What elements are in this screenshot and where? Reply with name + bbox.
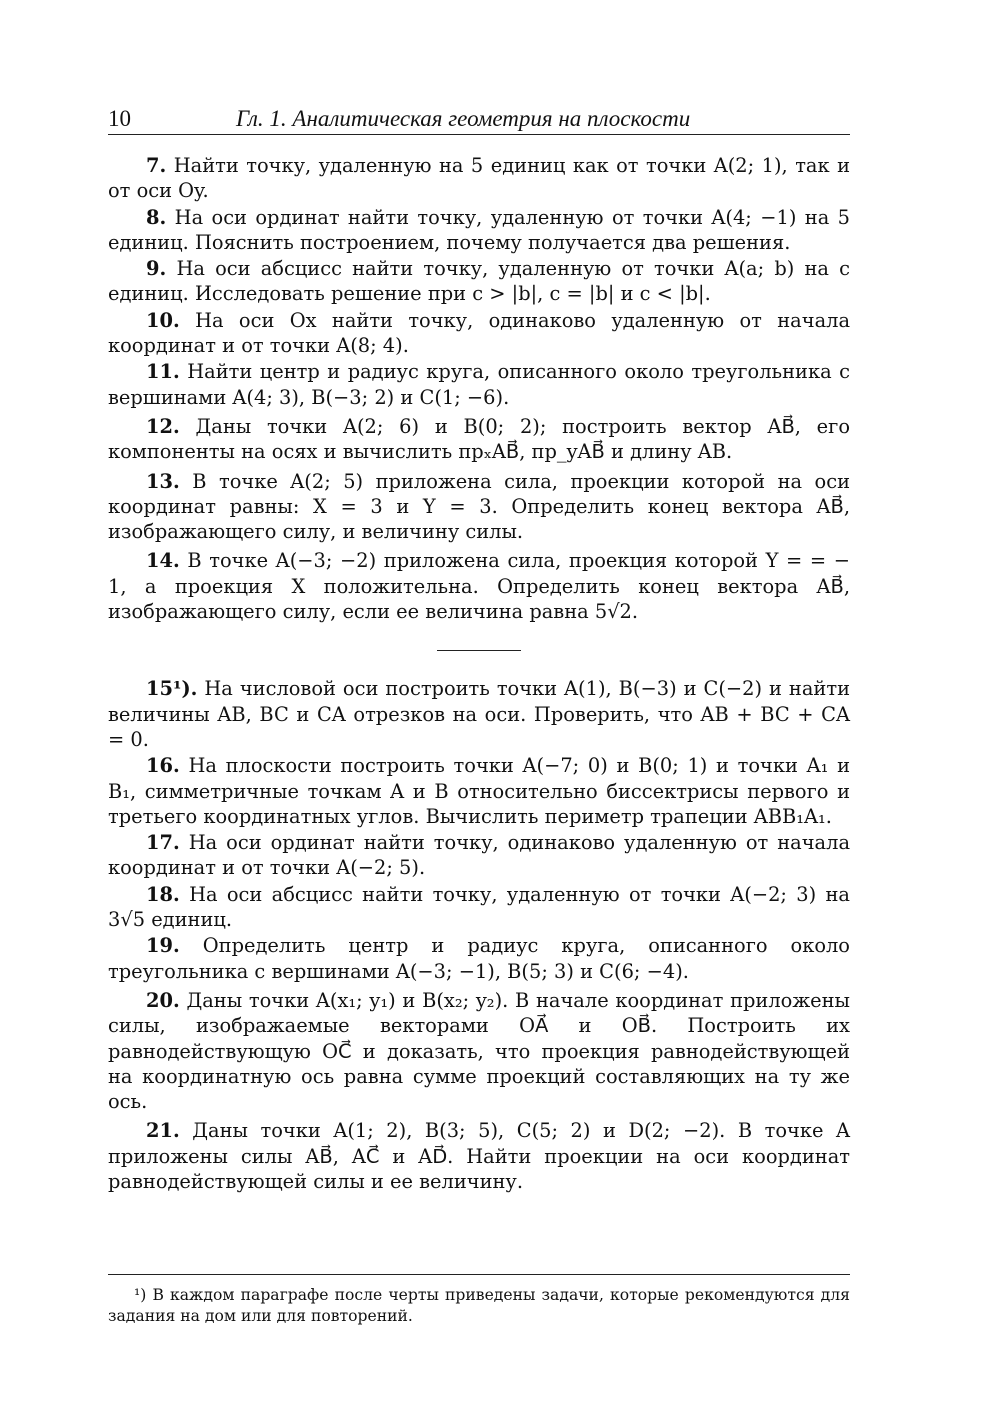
problem-text: На оси ординат найти точку, одинаково удаленную от начала координат и от точки A(−2; 5). — [108, 831, 850, 880]
footnote — [108, 1274, 850, 1327]
problem-text: На оси абсцисс найти точку, удаленную от точки A(−2; 3) на 3√5 единиц. — [108, 882, 850, 932]
problem-number: 9. — [146, 257, 167, 281]
problem-number: 20. — [146, 988, 180, 1012]
problem-text: Определить центр и радиус круга, описанного около треугольника с вершинами A(−3; −1), B(5; 3) и C(6; −4). — [108, 934, 850, 983]
problem-number: 19. — [146, 934, 180, 958]
problem-text: На плоскости построить точки A(−7; 0) и B(0; 1) и точки A₁ и B₁, симметричные точкам A и B относительно биссектрисы первого и третьего координатных углов. Вычислить периметр трапеции ABB₁A₁. — [108, 754, 851, 828]
problem-13 — [108, 469, 850, 545]
page-number: 10 — [108, 106, 131, 131]
problem-17 — [108, 830, 850, 881]
problem-text: Даны точки A(2; 6) и B(0; 2); построить вектор AB⃗, его компоненты на осях и вычислить прₓAB⃗, пр_yAB⃗ и длину AB. — [108, 414, 850, 464]
problem-10 — [108, 308, 850, 359]
problem-14 — [108, 548, 850, 624]
problem-text: Найти центр и радиус круга, описанного около треугольника с вершинами A(4; 3), B(−3; 2) и C(1; −6). — [108, 360, 850, 409]
problem-number: 13. — [146, 469, 180, 493]
problem-number: 7. — [146, 154, 167, 177]
problems-block — [108, 153, 850, 1195]
problem-number: 15¹). — [146, 677, 198, 701]
problem-9 — [108, 256, 850, 307]
problem-number: 12. — [146, 414, 180, 438]
problem-text: В точке A(2; 5) приложена сила, проекции которой на оси координат равны: X = 3 и Y = 3. Определить конец вектора AB⃗, изображающего силу, и величину силы. — [108, 469, 851, 544]
running-title: Гл. 1. Аналитическая геометрия на плоскости — [236, 106, 691, 131]
problem-number: 21. — [146, 1119, 180, 1143]
problem-16 — [108, 753, 850, 829]
problem-18 — [108, 882, 850, 933]
problem-text: На оси Ox найти точку, одинаково удаленную от начала координат и от точки A(8; 4). — [108, 308, 851, 358]
problem-number: 18. — [146, 882, 180, 906]
problem-number: 17. — [146, 831, 180, 855]
page-header — [108, 104, 850, 135]
problem-text: На оси ординат найти точку, удаленную от точки A(4; −1) на 5 единиц. Пояснить построением, почему получается два решения. — [108, 205, 850, 254]
problem-number: 14. — [146, 549, 180, 573]
problem-text: На числовой оси построить точки A(1), B(−3) и C(−2) и найти величины AB, BC и CA отрезков на оси. Проверить, что AB + BC + CA = 0. — [108, 677, 850, 751]
problem-21 — [108, 1118, 850, 1194]
problem-8 — [108, 205, 850, 256]
problem-19 — [108, 933, 850, 984]
problem-15 — [108, 676, 850, 752]
problem-12 — [108, 414, 850, 465]
problem-text: Даны точки A(x₁; y₁) и B(x₂; y₂). В начале координат приложены силы, изображаемые векторами OA⃗ и OB⃗. Построить их равнодействующую OC⃗ и доказать, что проекция равнодействующей на координатную ось равна сумме проекций составляющих на ту же ось. — [108, 988, 850, 1114]
problem-number: 11. — [146, 360, 180, 384]
problem-text: На оси абсцисс найти точку, удаленную от точки A(a; b) на c единиц. Исследовать решение при c > |b|, c = |b| и c < |b|. — [108, 257, 850, 306]
problem-20 — [108, 988, 850, 1114]
problem-text: В точке A(−3; −2) приложена сила, проекция которой Y = = − 1, а проекция X положительна. Определить конец вектора AB⃗, изображающего силу, если ее величина равна 5√2. — [108, 549, 850, 624]
problem-7 — [108, 153, 850, 204]
problem-number: 16. — [146, 754, 180, 778]
footnote-text: ¹) В каждом параграфе после черты приведены задачи, которые рекомендуются для задания на дом или для повторений. — [108, 1286, 850, 1325]
problem-11 — [108, 359, 850, 410]
problem-number: 10. — [146, 308, 180, 332]
problem-text: Даны точки A(1; 2), B(3; 5), C(5; 2) и D(2; −2). В точке A приложены силы AB⃗, AC⃗ и AD⃗. Найти проекции на оси координат равнодействующей силы и ее величину. — [108, 1119, 850, 1193]
section-divider — [437, 650, 521, 651]
problem-number: 8. — [146, 205, 167, 229]
problem-text: Найти точку, удаленную на 5 единиц как от точки A(2; 1), так и от оси Oy. — [108, 154, 850, 203]
